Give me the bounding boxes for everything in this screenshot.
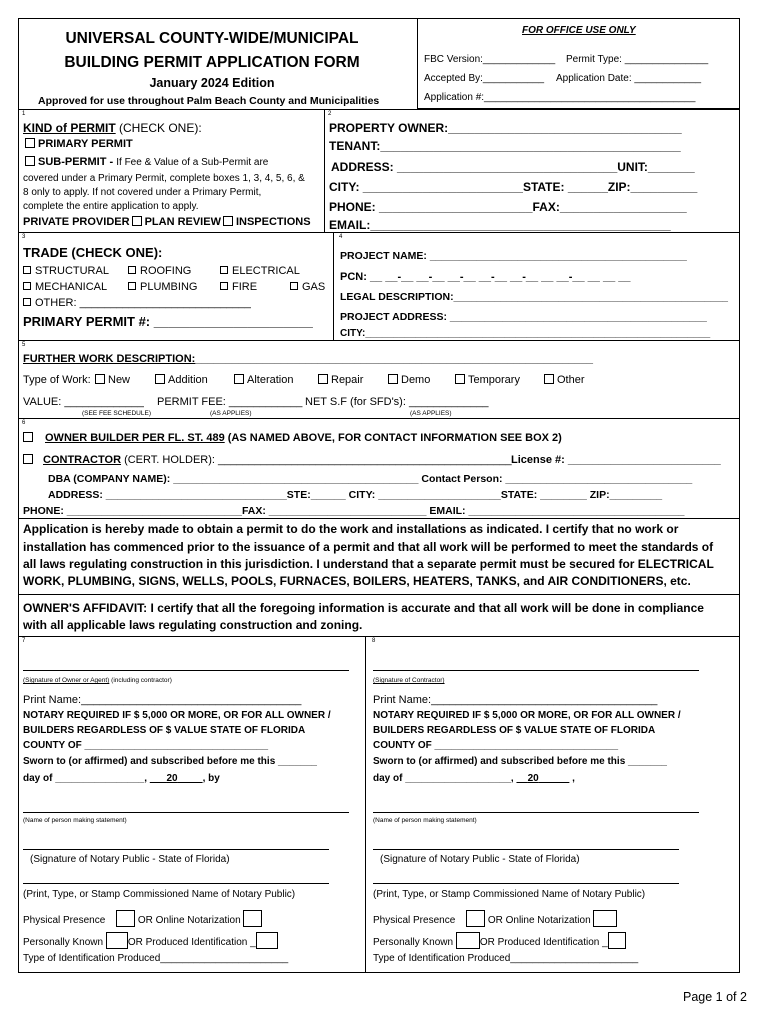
project-city-field[interactable]: CITY:______________________________________________________________ — [340, 328, 711, 339]
owner-phone-field[interactable]: PHONE: _______________________FAX:___________________ — [329, 200, 687, 214]
physical-presence-label: Physical Presence — [373, 915, 456, 926]
owner-builder-label: OWNER BUILDER PER FL. ST. 489 — [45, 432, 225, 444]
person-statement-line[interactable] — [23, 812, 349, 813]
edition-label: January 2024 Edition — [149, 76, 275, 90]
page-number: Page 1 of 2 — [683, 990, 747, 1004]
primary-permit-label: PRIMARY PERMIT — [38, 138, 133, 150]
primary-permit-option[interactable] — [25, 138, 133, 150]
sub-permit-note: 8 only to apply. If not covered under a Primary Permit, — [23, 187, 262, 198]
plumbing-checkbox[interactable] — [128, 282, 136, 290]
addition-checkbox[interactable] — [155, 374, 165, 384]
tenant-field[interactable]: TENANT:_____________________________________________ — [329, 139, 681, 153]
form-title-line1: UNIVERSAL COUNTY-WIDE/MUNICIPAL — [65, 30, 359, 47]
comma-label: , — [572, 773, 575, 784]
electrical-label: ELECTRICAL — [232, 265, 300, 277]
private-provider-row — [23, 216, 311, 228]
physical-presence-label: Physical Presence — [23, 915, 106, 926]
contractor-option[interactable] — [23, 454, 512, 466]
divider — [18, 340, 740, 341]
contractor-label: CONTRACTOR — [43, 454, 122, 466]
divider — [18, 232, 740, 233]
personally-known-checkbox[interactable] — [106, 932, 128, 949]
application-number-field[interactable]: Application #:______________________________________ — [424, 92, 696, 103]
produced-id-label: OR Produced Identification _ — [127, 937, 256, 948]
day-of-label: day of ___________________, — [373, 773, 514, 784]
box-number: 2 — [328, 111, 332, 117]
plan-review-label: PLAN REVIEW — [144, 216, 221, 228]
box-number: 1 — [22, 111, 26, 117]
temporary-label: Temporary — [468, 374, 520, 386]
notary-name-line[interactable] — [23, 883, 329, 884]
contractor-sworn-field[interactable]: Sworn to (or affirmed) and subscribed before me this _______ — [373, 756, 667, 767]
contractor-county-field[interactable]: COUNTY OF _________________________________ — [373, 740, 619, 751]
further-work-field[interactable]: _________________________________________________________________ — [195, 353, 593, 365]
divider — [333, 232, 334, 340]
contractor-day-of-row[interactable] — [373, 773, 575, 784]
notary-required-note: NOTARY REQUIRED IF $ 5,000 OR MORE, OR FOR ALL OWNER / — [23, 710, 331, 721]
addition-label: Addition — [168, 374, 208, 386]
legal-description-field[interactable]: LEGAL DESCRIPTION:_______________________________________________ — [340, 291, 729, 303]
repair-label: Repair — [331, 374, 364, 386]
box-number: 6 — [22, 420, 26, 426]
sub-permit-label: SUB-PERMIT - — [38, 156, 114, 168]
divider — [18, 594, 740, 595]
trade-roofing[interactable] — [128, 265, 191, 277]
owner-builder-checkbox[interactable] — [23, 432, 33, 442]
contractor-address-field[interactable]: ADDRESS: _______________________________STE:______ CITY: _____________________STATE: ________ ZIP:_________ — [48, 489, 663, 501]
notary-signature-line[interactable] — [373, 849, 679, 850]
owner-city-field[interactable]: CITY: ________________________STATE: ______ZIP:__________ — [329, 180, 698, 194]
trade-gas[interactable] — [290, 281, 325, 293]
person-statement-line[interactable] — [373, 812, 699, 813]
application-statement: installation has commenced prior to the issuance of a permit and that all work will be performed to meet the standards of — [23, 540, 714, 554]
mechanical-checkbox[interactable] — [23, 282, 31, 290]
new-checkbox[interactable] — [95, 374, 105, 384]
form-title-line2: BUILDING PERMIT APPLICATION FORM — [64, 54, 360, 71]
box-number: 4 — [339, 234, 343, 240]
contractor-signature-label: (Signature of Contractor) — [373, 677, 445, 684]
approved-note: Approved for use throughout Palm Beach County and Municipalities — [38, 95, 380, 107]
physical-presence-checkbox[interactable] — [116, 910, 135, 927]
person-statement-label: (Name of person making statement) — [23, 817, 127, 824]
demo-checkbox[interactable] — [388, 374, 398, 384]
owner-builder-option[interactable] — [23, 432, 562, 444]
owner-signature-line[interactable] — [23, 670, 349, 671]
sub-permit-checkbox[interactable] — [25, 156, 35, 166]
owner-signature-label: (Signature of Owner or Agent) (including contractor) — [23, 677, 172, 684]
application-date-field[interactable]: Application Date: ____________ — [556, 73, 702, 84]
owner-sworn-field[interactable]: Sworn to (or affirmed) and subscribed before me this _______ — [23, 756, 317, 767]
divider — [365, 636, 366, 973]
produced-id-label: OR Produced Identification _ — [479, 937, 608, 948]
temporary-checkbox[interactable] — [455, 374, 465, 384]
work-type-demo[interactable] — [388, 374, 430, 386]
plumbing-label: PLUMBING — [140, 281, 198, 293]
owner-builder-note: (AS NAMED ABOVE, FOR CONTACT INFORMATION SEE BOX 2) — [227, 432, 562, 444]
other-work-label: Other — [557, 374, 585, 386]
new-label: New — [108, 374, 131, 386]
year-value: 20 — [527, 773, 539, 784]
value-field[interactable]: VALUE: _____________ — [23, 396, 144, 408]
as-applies-note: (AS APPLIES) — [410, 410, 452, 417]
property-owner-field[interactable]: PROPERTY OWNER:___________________________________ — [329, 121, 682, 135]
accepted-by-field[interactable]: Accepted By:___________ — [424, 73, 545, 84]
work-type-new[interactable] — [95, 374, 130, 386]
type-of-work-row — [23, 374, 91, 386]
fire-checkbox[interactable] — [220, 282, 228, 290]
online-notarization-checkbox[interactable] — [243, 910, 262, 927]
owner-email-field[interactable]: EMAIL:_____________________________________________ — [329, 218, 671, 232]
online-notarization-checkbox[interactable] — [593, 910, 617, 927]
divider — [18, 109, 740, 110]
online-notarization-label: OR Online Notarization — [137, 915, 241, 926]
affidavit-text: I certify that all the foregoing information is accurate and that all work will be done in compliance — [150, 601, 704, 615]
personally-known-label: Personally Known — [23, 937, 104, 948]
by-label: , by — [202, 773, 220, 784]
physical-presence-checkbox[interactable] — [466, 910, 485, 927]
project-address-field[interactable]: PROJECT ADDRESS: ____________________________________________ — [340, 311, 707, 323]
id-type-field[interactable]: Type of Identification Produced_______________________ — [23, 953, 289, 964]
personally-known-row — [23, 932, 278, 949]
trade-other[interactable] — [23, 297, 251, 309]
application-statement: WORK, PLUMBING, SIGNS, WELLS, POOLS, FURNACES, BOILERS, HEATERS, TANKS, and AIR CONDITIONERS, etc. — [23, 574, 691, 588]
year-field[interactable]: _ 20 _____ — [516, 773, 570, 784]
inspections-label: INSPECTIONS — [235, 216, 311, 228]
primary-permit-checkbox[interactable] — [25, 138, 35, 148]
notary-signature-line[interactable] — [23, 849, 329, 850]
owner-address-field[interactable]: ADDRESS: _________________________________UNIT:_______ — [331, 160, 695, 174]
owner-county-field[interactable]: COUNTY OF _________________________________ — [23, 740, 269, 751]
online-notarization-label: OR Online Notarization — [487, 915, 591, 926]
trade-electrical[interactable] — [220, 265, 300, 277]
notary-signature-label: (Signature of Notary Public - State of Florida) — [30, 854, 230, 865]
notary-name-label: (Print, Type, or Stamp Commissioned Name of Notary Public) — [23, 889, 296, 900]
produced-id-checkbox[interactable] — [608, 932, 626, 949]
check-one-label: (CHECK ONE): — [119, 121, 202, 135]
id-type-field[interactable]: Type of Identification Produced_______________________ — [373, 953, 639, 964]
contractor-cert-field[interactable]: (CERT. HOLDER): ________________________________________________ — [124, 454, 512, 466]
day-of-label: day of ________________, — [23, 773, 147, 784]
office-use-heading: FOR OFFICE USE ONLY — [522, 25, 636, 36]
gas-label: GAS — [302, 281, 326, 293]
personally-known-checkbox[interactable] — [456, 932, 480, 949]
kind-of-permit-heading — [23, 121, 202, 135]
private-provider-label: PRIVATE PROVIDER — [23, 216, 130, 228]
demo-label: Demo — [401, 374, 431, 386]
box-number: 8 — [372, 638, 376, 644]
license-field[interactable]: License #: _________________________ — [511, 454, 721, 466]
trade-mechanical[interactable] — [23, 281, 107, 293]
kind-label: KIND of PERMIT — [23, 121, 116, 135]
divider — [18, 636, 740, 637]
work-type-addition[interactable] — [155, 374, 208, 386]
owner-print-name-field[interactable]: Print Name:____________________________________ — [23, 694, 302, 706]
work-type-repair[interactable] — [318, 374, 363, 386]
net-sf-field[interactable]: NET S.F (for SFD's): _____________ — [305, 396, 489, 408]
other-checkbox[interactable] — [23, 298, 31, 306]
application-statement: Application is hereby made to obtain a permit to do the work and installations as indicated. I certify that no work or — [23, 522, 679, 536]
work-type-other[interactable] — [544, 374, 585, 386]
trade-structural[interactable] — [23, 265, 109, 277]
owners-affidavit — [23, 601, 704, 615]
box-number: 3 — [22, 234, 26, 240]
person-statement-label: (Name of person making statement) — [373, 817, 477, 824]
box-number: 5 — [22, 342, 26, 348]
primary-permit-number-field[interactable]: PRIMARY PERMIT #: ______________________ — [23, 314, 313, 329]
physical-presence-row — [23, 910, 262, 927]
structural-checkbox[interactable] — [23, 266, 31, 274]
other-field[interactable]: OTHER: ____________________________ — [35, 297, 251, 309]
year-value: 20 — [166, 773, 178, 784]
other-work-checkbox[interactable] — [544, 374, 554, 384]
further-work-row — [23, 353, 593, 365]
roofing-checkbox[interactable] — [128, 266, 136, 274]
fee-schedule-note: (SEE FEE SCHEDULE) — [82, 410, 151, 417]
produced-id-checkbox[interactable] — [256, 932, 278, 949]
box-number: 7 — [22, 638, 26, 644]
sub-permit-note: complete the entire application to apply. — [23, 201, 199, 212]
divider — [324, 109, 325, 232]
trade-plumbing[interactable] — [128, 281, 197, 293]
dba-field[interactable]: DBA (COMPANY NAME): __________________________________________ Contact Person: ________________________________ — [48, 473, 693, 485]
fire-label: FIRE — [232, 281, 258, 293]
electrical-checkbox[interactable] — [220, 266, 228, 274]
project-name-field[interactable]: PROJECT NAME: ____________________________________________ — [340, 250, 687, 262]
sub-permit-note: If Fee & Value of a Sub-Permit are — [116, 157, 269, 168]
notary-name-label: (Print, Type, or Stamp Commissioned Name of Notary Public) — [373, 889, 646, 900]
permit-type-field[interactable]: Permit Type: _______________ — [566, 54, 709, 65]
fbc-version-field[interactable]: FBC Version:_____________ — [424, 54, 556, 65]
inspections-checkbox[interactable] — [223, 216, 233, 226]
divider — [18, 418, 740, 419]
plan-review-checkbox[interactable] — [132, 216, 142, 226]
notary-required-note: NOTARY REQUIRED IF $ 5,000 OR MORE, OR FOR ALL OWNER / — [373, 710, 681, 721]
application-statement: all laws regulating construction in this jurisdiction. I understand that a separate permit must be secured for ELECTRICAL — [23, 557, 714, 571]
personally-known-label: Personally Known — [373, 937, 454, 948]
divider — [18, 518, 740, 519]
contractor-checkbox[interactable] — [23, 454, 33, 464]
work-type-temporary[interactable] — [455, 374, 520, 386]
roofing-label: ROOFING — [140, 265, 192, 277]
notary-required-note: BUILDERS REGARDLESS OF $ VALUE STATE OF FLORIDA — [373, 725, 656, 736]
contractor-print-name-field[interactable]: Print Name:_____________________________________ — [373, 694, 658, 706]
type-of-work-label: Type of Work: — [23, 374, 91, 386]
alteration-checkbox[interactable] — [234, 374, 244, 384]
trade-heading: TRADE (CHECK ONE): — [23, 245, 163, 260]
contractor-phone-field[interactable]: PHONE: ______________________________FAX: ___________________________ EMAIL: _____________________________________ — [23, 505, 685, 517]
as-applies-note: (AS APPLIES) — [210, 410, 252, 417]
mechanical-label: MECHANICAL — [35, 281, 108, 293]
repair-checkbox[interactable] — [318, 374, 328, 384]
notary-signature-label: (Signature of Notary Public - State of Florida) — [380, 854, 580, 865]
owner-day-of-row[interactable] — [23, 773, 220, 784]
physical-presence-row — [373, 910, 617, 927]
work-type-alteration[interactable] — [234, 374, 293, 386]
structural-label: STRUCTURAL — [35, 265, 109, 277]
notary-required-note: BUILDERS REGARDLESS OF $ VALUE STATE OF FLORIDA — [23, 725, 306, 736]
further-work-label: FURTHER WORK DESCRIPTION: — [23, 353, 196, 365]
personally-known-row — [373, 932, 626, 949]
affidavit-label: OWNER'S AFFIDAVIT: — [23, 601, 148, 615]
trade-fire[interactable] — [220, 281, 257, 293]
contractor-signature-line[interactable] — [373, 670, 699, 671]
notary-name-line[interactable] — [373, 883, 679, 884]
year-field[interactable]: _ 20 — [149, 773, 178, 784]
sub-permit-note: covered under a Primary Permit, complete boxes 1, 3, 4, 5, 6, & — [23, 173, 305, 184]
gas-checkbox[interactable] — [290, 282, 298, 290]
permit-fee-field[interactable]: PERMIT FEE: ____________ — [157, 396, 303, 408]
alteration-label: Alteration — [247, 374, 294, 386]
pcn-field[interactable]: PCN: __ __-__ __-__ __-__ __-__ __-__ __ __-__ __ __ __ — [340, 271, 631, 283]
affidavit-text: with all applicable laws regulating construction and zoning. — [23, 618, 363, 632]
sub-permit-option[interactable] — [25, 156, 268, 168]
